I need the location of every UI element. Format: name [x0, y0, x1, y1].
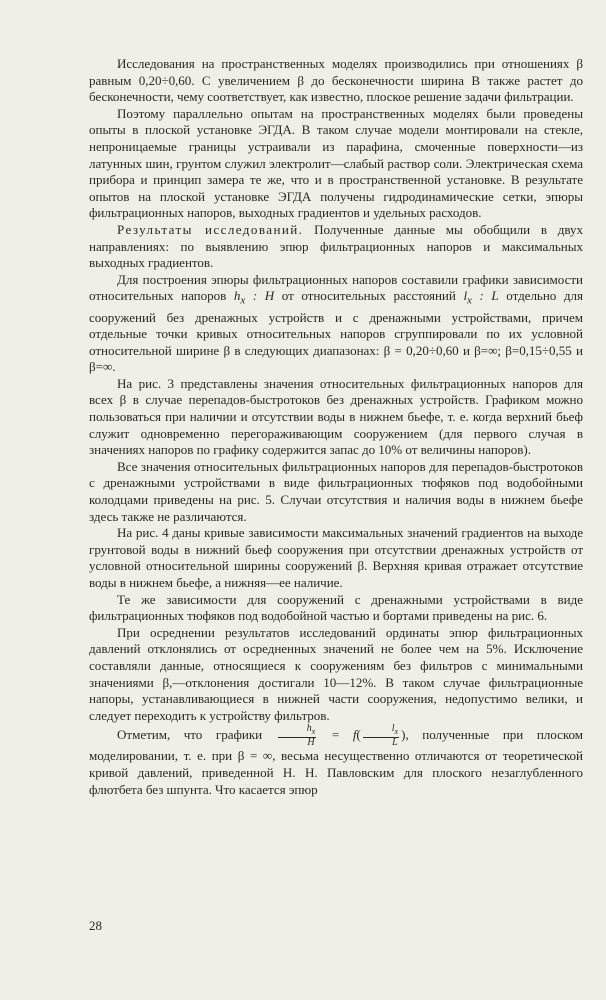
formula-lx-l: $l_x$ : L — [463, 288, 499, 307]
paragraph-4-part-c: отдельно для сооружений без дренажных устройств и с дренажными устройствами, причем отдельные точки кривых относительных напоров сгруппировали по их условной относительной ширине β в следующих диапазонах: β = 0,20÷0,60 и β=∞; β=0,15÷0,55 и β=∞. — [89, 288, 583, 375]
paragraph-10-part-b: , полученные при плоском моделировании, т. е. при β = ∞, весьма несущественно отличаются от теоретической кривой давлений, приведенной Н. Н. Павловским для плоского незаглубленного флютбета без шпунта. Что касается эпюр — [89, 727, 583, 797]
paragraph-results — [89, 222, 583, 272]
paragraph-6: Все значения относительных фильтрационных напоров для перепадов-быстротоков с дренажными устройствами в виде фильтрационных тюфяков под водобойными колодцами приведены на рис. 5. Случаи отсутствия и наличия воды в нижнем бьефе здесь также не различаются. — [89, 458, 583, 524]
paragraph-1: Исследования на пространственных моделях производились при отношениях β равным 0,20÷0,60. С увеличением β до бесконечности ширина B также растет до бесконечности, чему соответствует, как известно, плоское решение задачи фильтрации. — [89, 56, 583, 105]
paragraph-7: На рис. 4 даны кривые зависимости максимальных значений градиентов на выходе грунтовой воды в нижний бьеф сооружения при отсутствии дренажных устройств от условной относительной ширины сооружений β. Верхняя кривая отражает отсутствие воды в нижнем бьефе, а нижняя—ее наличие. — [89, 525, 583, 591]
paragraph-10 — [89, 724, 583, 798]
paragraph-5: На рис. 3 представлены значения относительных фильтрационных напоров для всех β в случае перепадов-быстротоков без дренажных устройств. Графиком можно пользоваться при наличии и отсутствии воды в нижнем бьефе, т. е. когда верхний бьеф служит одновременно перегораживающим сооружением (для первого случая в значениях напоров по графику содержится запас до 10% от величины напоров). — [89, 375, 583, 458]
formula-hx-h: $h_x$ : H — [233, 288, 275, 307]
results-text: Полученные данные мы обобщили в двух направлениях: по выявлению эпюр фильтрационных напоров и максимальных выходных градиентов. — [89, 221, 583, 271]
body-text — [89, 56, 583, 798]
paragraph-4-part-a: Для построения эпюры фильтрационных напоров составили графики зависимости относительных напоров — [89, 271, 583, 304]
paragraph-4-part-b: от относительных расстояний — [274, 288, 464, 304]
page-number: 28 — [89, 918, 102, 933]
paragraph-10-part-a: Отметим, что графики — [117, 727, 276, 743]
results-heading: Результаты исследований. — [117, 221, 304, 237]
formula-hx-h-equals-f: $\frac{h_x}{H}$ = f( $\frac{l_x}{L}$ ) — [276, 727, 406, 742]
paragraph-4 — [89, 272, 583, 376]
paragraph-2: Поэтому параллельно опытам на пространственных моделях были проведены опыты в плоской установке ЭГДА. В таком случае модели монтировали на стекле, непроницаемые границы устраивали из парафина, смоченные поверхности—из латунных шин, грунтом служил электролит—слабый раствор соли. Электрическая схема прибора и принцип замера те же, что и в пространственной установке. В результате опытов на плоской установке ЭГДА получены гидродинамические сетки, эпюры фильтрационных напоров, выходных градиентов и удельных расходов. — [89, 105, 583, 221]
paragraph-9: При осреднении результатов исследований ординаты эпюр фильтрационных давлений отклонялись от осредненных значений не более чем на 5%. Исключение составляли данные, относящиеся к сооружениям без фильтров с минимальными значениями β,—отклонения достигали 10—12%. В таком случае фильтрационные напоры, устанавливающиеся в нижней части сооружения, недопустимо велики, и следует переходить к устройству фильтров. — [89, 624, 583, 723]
paragraph-8: Те же зависимости для сооружений с дренажными устройствами в виде фильтрационных тюфяков под водобойной частью и бортами приведены на рис. 6. — [89, 591, 583, 624]
